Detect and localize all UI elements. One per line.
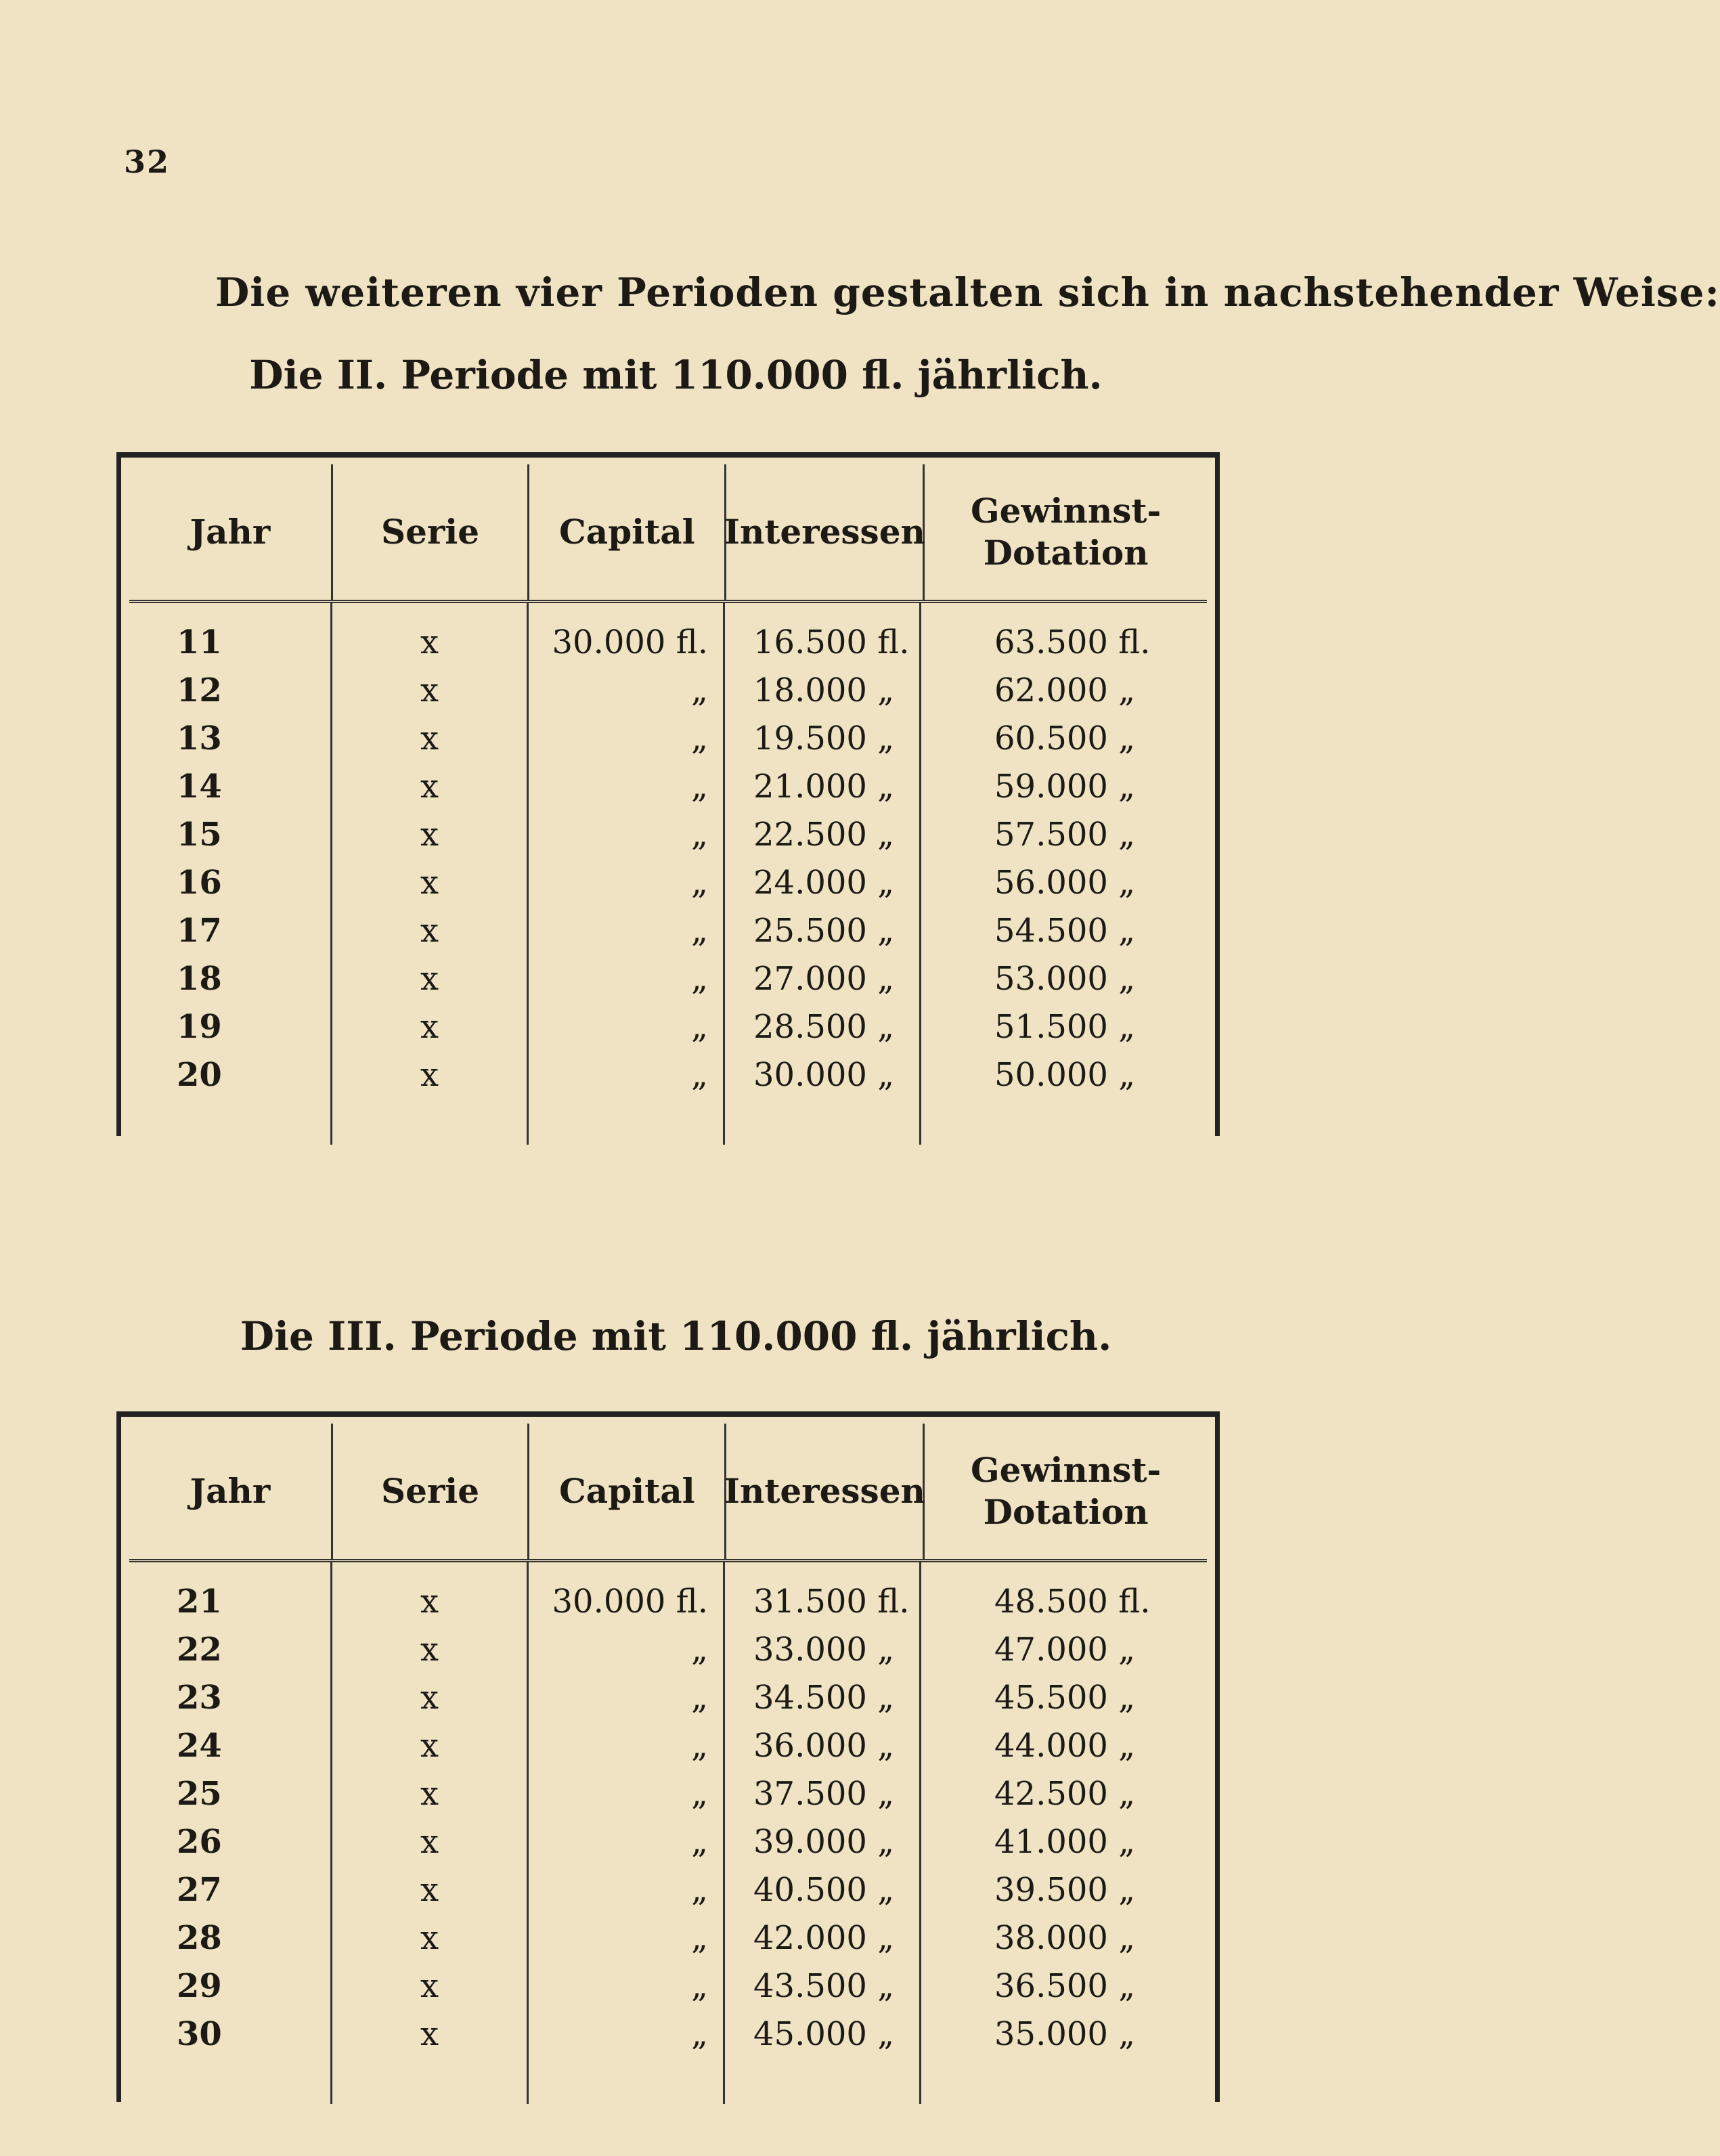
cell-jahr: 24: [177, 1727, 222, 1765]
cell-serie: x: [420, 816, 439, 854]
cell-gewinnst: 63.500 fl.: [994, 623, 1151, 661]
cell-interessen: 21.000 „: [753, 768, 895, 806]
cell-interessen: 22.500 „: [753, 816, 895, 854]
cell-gewinnst: 48.500 fl.: [994, 1583, 1151, 1621]
cell-serie: x: [420, 912, 439, 950]
cell-gewinnst: 56.000 „: [994, 864, 1136, 902]
cell-gewinnst: 45.500 „: [994, 1679, 1136, 1717]
cell-capital: „: [691, 864, 708, 902]
cell-gewinnst: 47.000 „: [994, 1631, 1136, 1669]
cell-jahr: 20: [177, 1056, 222, 1094]
cell-interessen: 28.500 „: [753, 1008, 895, 1046]
cell-gewinnst: 44.000 „: [994, 1727, 1136, 1765]
cell-serie: x: [420, 1583, 439, 1621]
cell-interessen: 43.500 „: [753, 1967, 895, 2005]
cell-serie: x: [420, 1631, 439, 1669]
cell-interessen: 37.500 „: [753, 1775, 895, 1813]
cell-serie: x: [420, 960, 439, 998]
cell-serie: x: [420, 1967, 439, 2005]
header-gewinnst-line2: Dotation: [983, 533, 1149, 573]
column-interessen: [725, 603, 921, 1145]
cell-gewinnst: 38.000 „: [994, 1919, 1136, 1957]
cell-capital: „: [691, 1679, 708, 1717]
cell-jahr: 22: [177, 1631, 222, 1669]
cell-serie: x: [420, 623, 439, 661]
cell-jahr: 28: [177, 1919, 222, 1957]
cell-serie: x: [420, 1727, 439, 1765]
cell-capital: „: [691, 1056, 708, 1094]
column-jahr: [129, 603, 332, 1145]
cell-gewinnst: 54.500 „: [994, 912, 1136, 950]
cell-jahr: 17: [177, 912, 222, 950]
cell-serie: x: [420, 1056, 439, 1094]
cell-capital: „: [691, 1871, 708, 1909]
cell-serie: x: [420, 864, 439, 902]
cell-serie: x: [420, 672, 439, 709]
column-capital: [529, 1562, 725, 2104]
cell-capital: „: [691, 2015, 708, 2053]
header-capital: Capital: [529, 464, 726, 600]
header-gewinnst-line1: Gewinnst-: [970, 1449, 1162, 1490]
cell-gewinnst: 35.000 „: [994, 2015, 1136, 2053]
cell-gewinnst: 41.000 „: [994, 1823, 1136, 1861]
cell-capital: „: [691, 960, 708, 998]
cell-capital: 30.000 fl.: [552, 1583, 708, 1621]
cell-capital: „: [691, 1631, 708, 1669]
cell-capital: „: [691, 768, 708, 806]
table-header: [129, 1424, 1207, 1562]
header-serie: Serie: [333, 464, 530, 600]
cell-capital: „: [691, 1727, 708, 1765]
table-body: [129, 1562, 1207, 2104]
header-gewinnst: [925, 464, 1207, 600]
cell-capital: „: [691, 720, 708, 757]
cell-capital: „: [691, 1823, 708, 1861]
cell-capital: „: [691, 816, 708, 854]
period-2-table: [116, 452, 1220, 1136]
cell-capital: 30.000 fl.: [552, 623, 708, 661]
cell-gewinnst: 57.500 „: [994, 816, 1136, 854]
cell-gewinnst: 59.000 „: [994, 768, 1136, 806]
header-gewinnst: [925, 1424, 1207, 1559]
column-serie: [332, 603, 529, 1145]
cell-interessen: 33.000 „: [753, 1631, 895, 1669]
column-capital: [529, 603, 725, 1145]
cell-interessen: 30.000 „: [753, 1056, 895, 1094]
header-interessen: Interessen: [726, 464, 925, 600]
period-3-table: [116, 1411, 1220, 2102]
cell-jahr: 16: [177, 864, 222, 902]
cell-serie: x: [420, 720, 439, 757]
cell-interessen: 36.000 „: [753, 1727, 895, 1765]
cell-jahr: 21: [177, 1583, 222, 1621]
page-number: 32: [124, 144, 171, 180]
cell-interessen: 25.500 „: [753, 912, 895, 950]
cell-jahr: 15: [177, 816, 222, 854]
cell-jahr: 23: [177, 1679, 222, 1717]
period-3-title: Die III. Periode mit 110.000 fl. jährlich.: [240, 1313, 1112, 1359]
cell-gewinnst: 53.000 „: [994, 960, 1136, 998]
column-interessen: [725, 1562, 921, 2104]
header-capital: Capital: [529, 1424, 726, 1559]
header-gewinnst-line1: Gewinnst-: [970, 490, 1162, 531]
cell-gewinnst: 42.500 „: [994, 1775, 1136, 1813]
cell-interessen: 18.000 „: [753, 672, 895, 709]
cell-interessen: 45.000 „: [753, 2015, 895, 2053]
cell-interessen: 39.000 „: [753, 1823, 895, 1861]
cell-capital: „: [691, 1967, 708, 2005]
cell-interessen: 31.500 fl.: [753, 1583, 910, 1621]
table-body: [129, 603, 1207, 1145]
cell-interessen: 40.500 „: [753, 1871, 895, 1909]
cell-gewinnst: 50.000 „: [994, 1056, 1136, 1094]
intro-text: Die weiteren vier Perioden gestalten sich in nachstehender Weise:: [215, 269, 1720, 315]
cell-jahr: 25: [177, 1775, 222, 1813]
header-interessen: Interessen: [726, 1424, 925, 1559]
cell-gewinnst: 62.000 „: [994, 672, 1136, 709]
cell-capital: „: [691, 1008, 708, 1046]
cell-gewinnst: 36.500 „: [994, 1967, 1136, 2005]
column-gewinnst: [921, 1562, 1206, 2104]
cell-serie: x: [420, 1775, 439, 1813]
cell-serie: x: [420, 1008, 439, 1046]
cell-gewinnst: 51.500 „: [994, 1008, 1136, 1046]
cell-jahr: 13: [177, 720, 222, 757]
cell-interessen: 42.000 „: [753, 1919, 895, 1957]
cell-jahr: 19: [177, 1008, 222, 1046]
cell-capital: „: [691, 1775, 708, 1813]
period-2-title: Die II. Periode mit 110.000 fl. jährlich.: [249, 352, 1103, 398]
cell-jahr: 29: [177, 1967, 222, 2005]
cell-jahr: 14: [177, 768, 222, 806]
cell-gewinnst: 39.500 „: [994, 1871, 1136, 1909]
cell-jahr: 12: [177, 672, 222, 709]
cell-interessen: 27.000 „: [753, 960, 895, 998]
cell-serie: x: [420, 768, 439, 806]
cell-interessen: 24.000 „: [753, 864, 895, 902]
column-gewinnst: [921, 603, 1206, 1145]
cell-jahr: 11: [177, 623, 222, 661]
header-jahr: Jahr: [129, 1424, 333, 1559]
cell-interessen: 19.500 „: [753, 720, 895, 757]
cell-serie: x: [420, 1823, 439, 1861]
cell-capital: „: [691, 672, 708, 709]
header-jahr: Jahr: [129, 464, 333, 600]
header-gewinnst-line2: Dotation: [983, 1492, 1149, 1532]
cell-jahr: 27: [177, 1871, 222, 1909]
cell-interessen: 16.500 fl.: [753, 623, 910, 661]
cell-serie: x: [420, 1679, 439, 1717]
cell-serie: x: [420, 1871, 439, 1909]
cell-capital: „: [691, 1919, 708, 1957]
header-serie: Serie: [333, 1424, 530, 1559]
cell-serie: x: [420, 1919, 439, 1957]
column-jahr: [129, 1562, 332, 2104]
cell-jahr: 30: [177, 2015, 222, 2053]
cell-gewinnst: 60.500 „: [994, 720, 1136, 757]
cell-serie: x: [420, 2015, 439, 2053]
cell-interessen: 34.500 „: [753, 1679, 895, 1717]
cell-jahr: 26: [177, 1823, 222, 1861]
cell-jahr: 18: [177, 960, 222, 998]
cell-capital: „: [691, 912, 708, 950]
column-serie: [332, 1562, 529, 2104]
table-header: [129, 464, 1207, 603]
